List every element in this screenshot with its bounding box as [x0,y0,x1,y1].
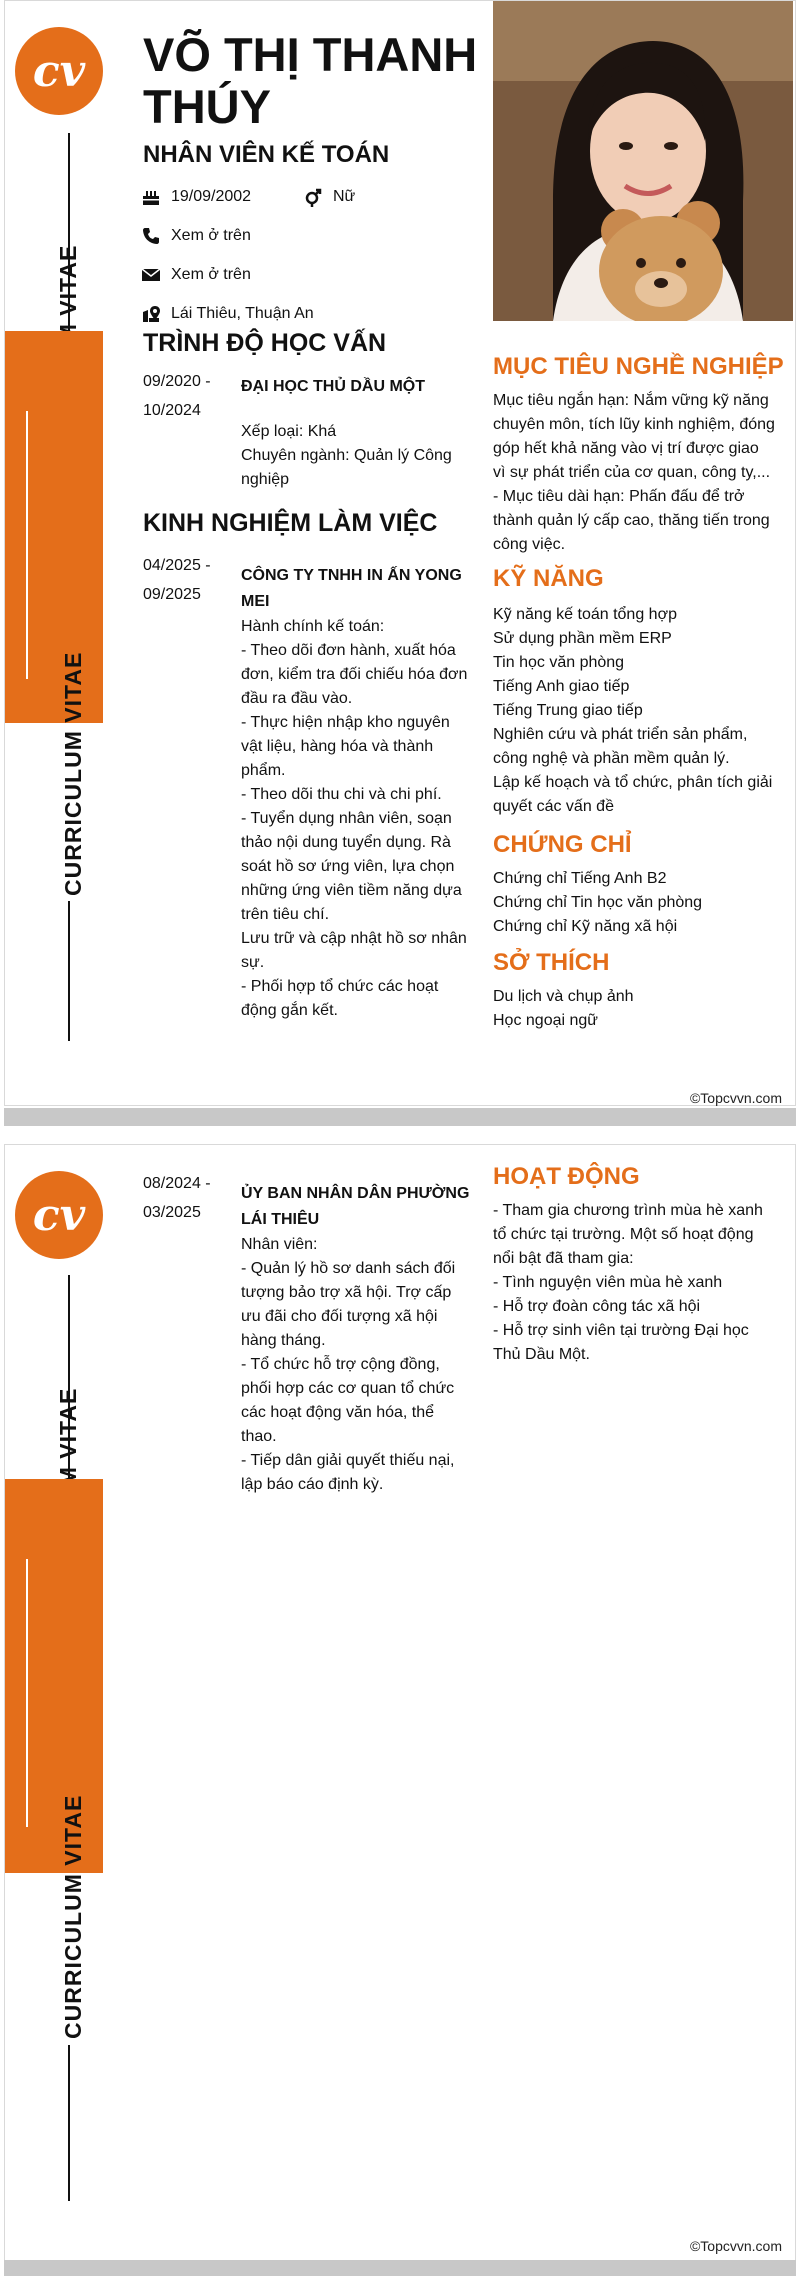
entry-line: - Tuyển dụng nhân viên, soạn thảo nội dung tuyển dụng. Rà soát hồ sơ ứng viên, lựa chọn những ứng viên tiềm năng dựa trên tiêu chí. [241,810,462,923]
entry-line: Hành chính kế toán: [241,618,385,635]
skill-item: Kỹ năng kế toán tổng hợp [493,606,677,623]
phone-info [141,226,251,246]
strip-orange-block [5,1479,103,1873]
cv-logo: cv [15,1171,103,1259]
entry-line: - Thực hiện nhập kho nguyên vật liệu, hàng hóa và thành phẩm. [241,714,450,779]
cv-page-1 [4,0,796,1106]
strip-line-white [26,1559,28,1827]
email-info [141,265,251,285]
left-strip [5,1145,103,2263]
hobby-item: Học ngoại ngữ [493,1012,598,1029]
entry-line: - Theo dõi thu chi và chi phí. [241,786,442,803]
gender-text: Nữ [333,188,356,205]
strip-line-white [26,411,28,679]
activity-line: - Tình nguyện viên mùa hè xanh [493,1274,723,1291]
entry-line: Chuyên ngành: Quản lý Công nghiệp [241,447,452,488]
address-text: Lái Thiêu, Thuận An [171,305,314,322]
footer-credit: ©Topcvvn.com [689,2238,782,2254]
activity-line: - Hỗ trợ sinh viên tại trường Đại học Thủ Dầu Một. [493,1322,749,1363]
experience-date [143,1169,211,1227]
experience-entry [241,563,473,1023]
phone-icon [141,226,161,246]
organization-name: ỦY BAN NHÂN DÂN PHƯỜNG LÁI THIÊU [241,1185,470,1228]
education-title: TRÌNH ĐỘ HỌC VẤN [143,329,387,357]
certificate-item: Chứng chỉ Tiếng Anh B2 [493,870,667,887]
certificate-item: Chứng chỉ Tin học văn phòng [493,894,703,911]
birthday-text: 19/09/2002 [171,188,252,205]
activity-line: - Hỗ trợ đoàn công tác xã hội [493,1298,701,1315]
experience-date [143,551,211,609]
hobbies-list [493,985,775,1033]
portrait-image [493,1,793,321]
date-to: 10/2024 [143,402,201,419]
entry-line: Nhân viên: [241,1236,318,1253]
date-from: 04/2025 - [143,557,211,574]
gender-icon [303,187,323,207]
entry-line: Lưu trữ và cập nhật hồ sơ nhân sự. [241,930,467,971]
experience-entry [241,1181,473,1497]
page-separator [4,1108,796,1126]
cv-logo: cv [15,27,103,115]
skill-item: Tiếng Trung giao tiếp [493,702,643,719]
objective-title: MỤC TIÊU NGHỀ NGHIỆP [493,353,784,380]
skill-item: Lập kế hoạch và tổ chức, phân tích giải quyết các vấn đề [493,774,773,815]
email-text: Xem ở trên [171,266,251,283]
cv-page-2 [4,1144,796,2264]
hobby-item: Du lịch và chụp ảnh [493,988,634,1005]
entry-line: - Theo dõi đơn hành, xuất hóa đơn, kiểm tra đối chiếu hóa đơn đầu ra đầu vào. [241,642,468,707]
entry-line: - Tiếp dân giải quyết thiếu nại, lập báo cáo định kỳ. [241,1452,455,1493]
entry-line: - Phối hợp tổ chức các hoạt động gắn kết. [241,978,439,1019]
certificates-title: CHỨNG CHỈ [493,831,632,858]
skill-item: Sử dụng phần mềm ERP [493,630,672,647]
skill-item: Tiếng Anh giao tiếp [493,678,630,695]
phone-text: Xem ở trên [171,227,251,244]
certificates-list [493,867,775,939]
skills-list [493,603,775,819]
envelope-icon [141,265,161,285]
cake-icon [141,187,161,207]
certificate-item: Chứng chỉ Kỹ năng xã hội [493,918,678,935]
objective-line: - Mục tiêu dài hạn: Phấn đấu để trở thành quản lý cấp cao, thăng tiến trong công việc. [493,488,770,553]
activities-title: HOẠT ĐỘNG [493,1163,640,1190]
skill-item: Tin học văn phòng [493,654,625,671]
objective-text [493,389,775,557]
date-to: 03/2025 [143,1204,201,1221]
education-date [143,367,211,425]
birthday-info [141,187,251,207]
experience-title: KINH NGHIỆM LÀM VIỆC [143,509,438,537]
activity-line: - Tham gia chương trình mùa hè xanh tổ chức tại trường. Một số hoạt động nổi bật đã tham gia: [493,1202,763,1267]
gender-info [303,187,355,207]
strip-label: CURRICULUM VITAE [60,1794,86,2039]
address-info [141,304,314,324]
strip-label: CURRICULUM VITAE [60,651,86,896]
objective-line: Mục tiêu ngắn hạn: Nắm vững kỹ năng chuyên môn, tích lũy kinh nghiệm, đóng góp hết khả năng vào vị trí được giao vì sự phát triển của cơ quan, công ty,... [493,392,775,481]
left-strip [5,1,103,1105]
page-separator [4,2260,796,2276]
profile-photo [493,1,793,321]
candidate-name: VÕ THỊ THANH THÚY [143,28,478,133]
skill-item: Nghiên cứu và phát triển sản phẩm, công nghệ và phần mềm quản lý. [493,726,748,767]
strip-line [68,901,70,1041]
skills-title: KỸ NĂNG [493,565,604,592]
footer-credit: ©Topcvvn.com [689,1090,782,1106]
company-name: CÔNG TY TNHH IN ẤN YONG MEI [241,567,462,610]
strip-orange-block [5,331,103,723]
date-from: 09/2020 - [143,373,211,390]
school-name: ĐẠI HỌC THỦ DẦU MỘT [241,378,425,395]
map-pin-icon [141,304,161,324]
entry-line: - Quản lý hồ sơ danh sách đối tượng bảo trợ xã hội. Trợ cấp ưu đãi cho đối tượng xã hội hàng tháng. [241,1260,456,1349]
entry-line: - Tổ chức hỗ trợ cộng đồng, phối hợp các cơ quan tổ chức các hoạt động văn hóa, thể thao. [241,1356,455,1445]
entry-line: Xếp loại: Khá [241,423,337,440]
hobbies-title: SỞ THÍCH [493,949,610,976]
strip-line [68,2045,70,2201]
date-to: 09/2025 [143,586,201,603]
education-entry [241,374,473,492]
activities-list [493,1199,775,1367]
job-title: NHÂN VIÊN KẾ TOÁN [143,141,390,168]
date-from: 08/2024 - [143,1175,211,1192]
